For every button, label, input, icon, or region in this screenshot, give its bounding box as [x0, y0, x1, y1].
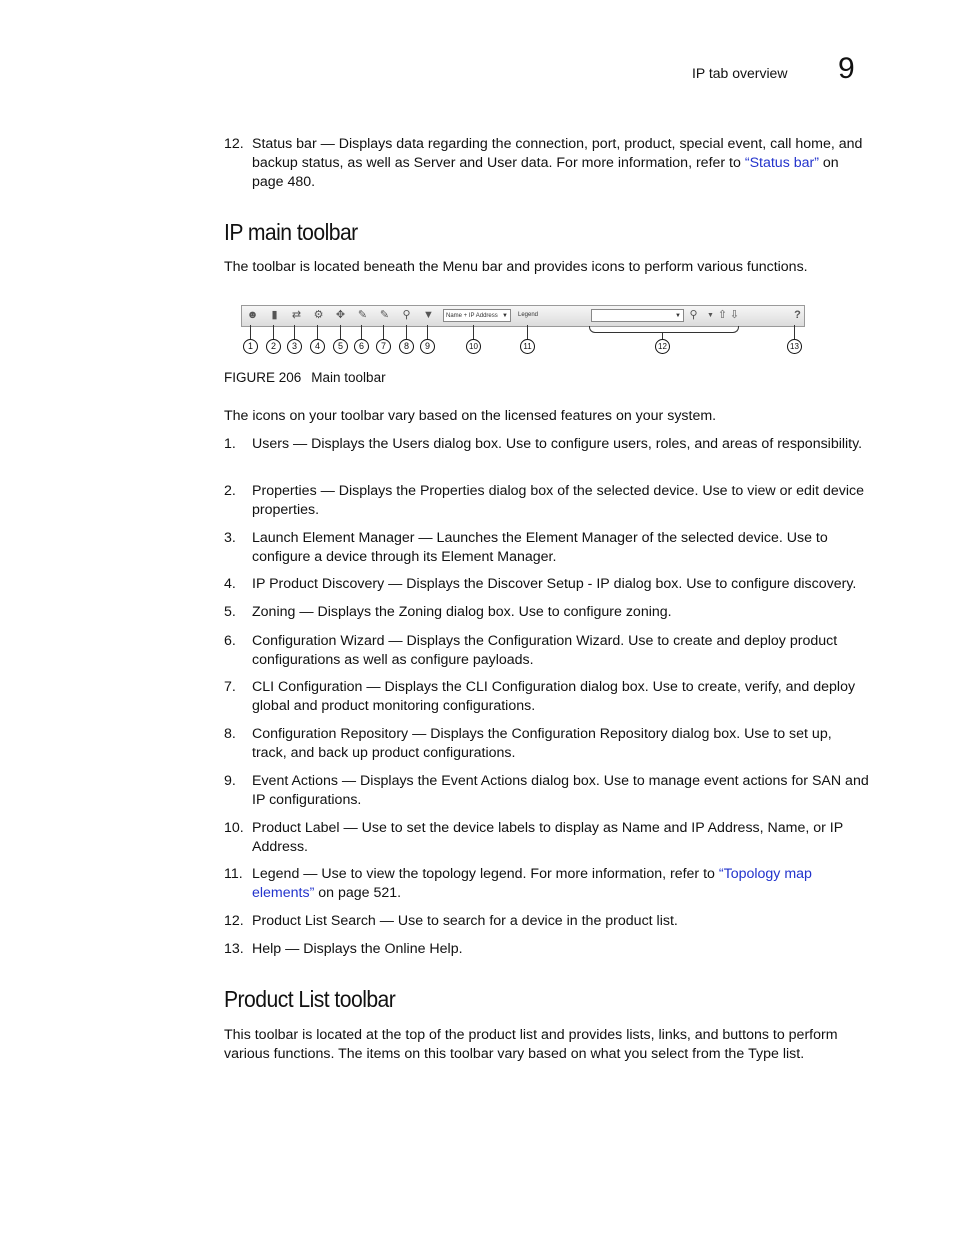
legend-label: Legend — [518, 312, 539, 318]
section-paragraph: This toolbar is located at the top of the product list and provides lists, links, and buttons to perform various functions. The items on this toolbar vary based on what you select from the Type list. — [224, 1027, 838, 1062]
item-term: Status bar — [252, 136, 317, 152]
item-term: Zoning — — [252, 604, 314, 620]
list-item: 12. Status bar — Displays data regarding the connection, port, product, special event, call home, and backup status, as well as Server and User data. For more information, refer to “Status bar” on page 480. — [224, 136, 863, 190]
figure-caption — [224, 370, 386, 385]
list-item: 13. Help — Displays the Online Help. — [224, 941, 463, 957]
discovery-icon: ⚙ — [313, 309, 324, 321]
toolbar-strip — [241, 305, 805, 327]
item-term: Properties — [252, 483, 317, 499]
chevron-down-icon: ▼ — [502, 313, 508, 319]
callout: 13 — [787, 339, 802, 354]
callout: 6 — [354, 339, 369, 354]
item-term: Product List Search — — [252, 913, 394, 929]
list-item: 3. Launch Element Manager — Launches the Element Manager of the selected device. Use to configure a device through its Element Manager. — [224, 530, 828, 565]
list-item: 1. Users — Displays the Users dialog box. Use to configure users, roles, and areas of responsibility. — [224, 436, 863, 452]
list-item: 8. Configuration Repository — Displays the Configuration Repository dialog box. Use to set up, track, and back up product configurations. — [224, 726, 832, 761]
item-term: Configuration Repository — [252, 726, 409, 742]
zoning-icon: ✥ — [335, 309, 346, 321]
item-term: Users — — [252, 436, 308, 452]
callout: 1 — [243, 339, 258, 354]
topology-map-link[interactable]: “Topology map elements” — [252, 866, 812, 901]
config-repository-icon: ⚲ — [402, 309, 411, 321]
arrow-down-icon: ⇩ — [729, 309, 740, 321]
list-item: 5. Zoning — Displays the Zoning dialog box. Use to configure zoning. — [224, 604, 672, 620]
item-term: Legend — — [252, 866, 318, 882]
event-actions-icon: ▼ — [423, 309, 434, 321]
chapter-number: 9 — [838, 52, 855, 85]
item-term: IP Product Discovery — [252, 576, 385, 592]
callout: 3 — [287, 339, 302, 354]
list-item: 4. IP Product Discovery — Displays the Discover Setup - IP dialog box. Use to configure discovery. — [224, 576, 857, 592]
callout: 10 — [466, 339, 481, 354]
section-title: IP main toolbar — [224, 219, 358, 245]
cli-config-icon: ✎ — [379, 309, 390, 321]
list-item: 9. Event Actions — Displays the Event Actions dialog box. Use to manage event actions for SAN and IP configurations. — [224, 773, 869, 808]
callout: 2 — [266, 339, 281, 354]
list-item: 7. CLI Configuration — Displays the CLI Configuration dialog box. Use to create, verify, and deploy global and product monitoring configurations. — [224, 679, 856, 714]
item-term: Product Label — [252, 820, 340, 836]
list-item: 10. Product Label — Use to set the device labels to display as Name and IP Address, Name, or IP Address. — [224, 820, 843, 855]
properties-icon: ▮ — [271, 309, 278, 321]
callout: 12 — [655, 339, 670, 354]
section-paragraph: The toolbar is located beneath the Menu bar and provides icons to perform various functions. — [224, 259, 808, 275]
launch-element-manager-icon: ⇄ — [291, 309, 302, 321]
section-header: IP tab overview — [692, 65, 788, 81]
search-icon: ⚲ — [689, 309, 698, 321]
callout: 11 — [520, 339, 535, 354]
product-label-select: Name + IP Address ▼ — [443, 309, 511, 322]
section-paragraph: The icons on your toolbar vary based on the licensed features on your system. — [224, 408, 717, 424]
list-item: 6. Configuration Wizard — Displays the Configuration Wizard. Use to create and deploy product configurations as well as configure payloads. — [224, 633, 838, 668]
config-wizard-icon: ✎ — [357, 309, 368, 321]
users-icon: ☻ — [246, 309, 259, 321]
list-item: 12. Product List Search — Use to search for a device in the product list. — [224, 913, 678, 929]
callout: 5 — [333, 339, 348, 354]
list-item: 11. Legend — Use to view the topology legend. For more information, refer to “Topology map elements” on page 521. — [224, 866, 812, 901]
item-term: Configuration Wizard — [252, 633, 385, 649]
search-group-brace — [589, 326, 739, 333]
item-term: Event Actions — [252, 773, 338, 789]
product-search-field — [591, 309, 684, 322]
help-icon: ? — [794, 309, 801, 321]
callout: 7 — [376, 339, 391, 354]
figure-title: Main toolbar — [311, 370, 386, 385]
callout: 8 — [399, 339, 414, 354]
arrow-up-icon: ⇧ — [717, 309, 728, 321]
list-item: 2. Properties — Displays the Properties dialog box of the selected device. Use to view or edit device properties. — [224, 483, 864, 518]
item-term: Launch Element Manager — [252, 530, 415, 546]
callout: 9 — [420, 339, 435, 354]
main-toolbar-figure — [240, 304, 806, 364]
figure-label: FIGURE 206 — [224, 370, 302, 385]
status-bar-link[interactable]: “Status bar” — [744, 155, 819, 171]
section-title: Product List toolbar — [224, 986, 396, 1012]
item-term: CLI Configuration — — [252, 679, 381, 695]
callout: 4 — [310, 339, 325, 354]
chevron-down-icon: ▼ — [707, 312, 714, 319]
item-term: Help — — [252, 941, 300, 957]
chevron-down-icon: ▼ — [675, 313, 681, 319]
